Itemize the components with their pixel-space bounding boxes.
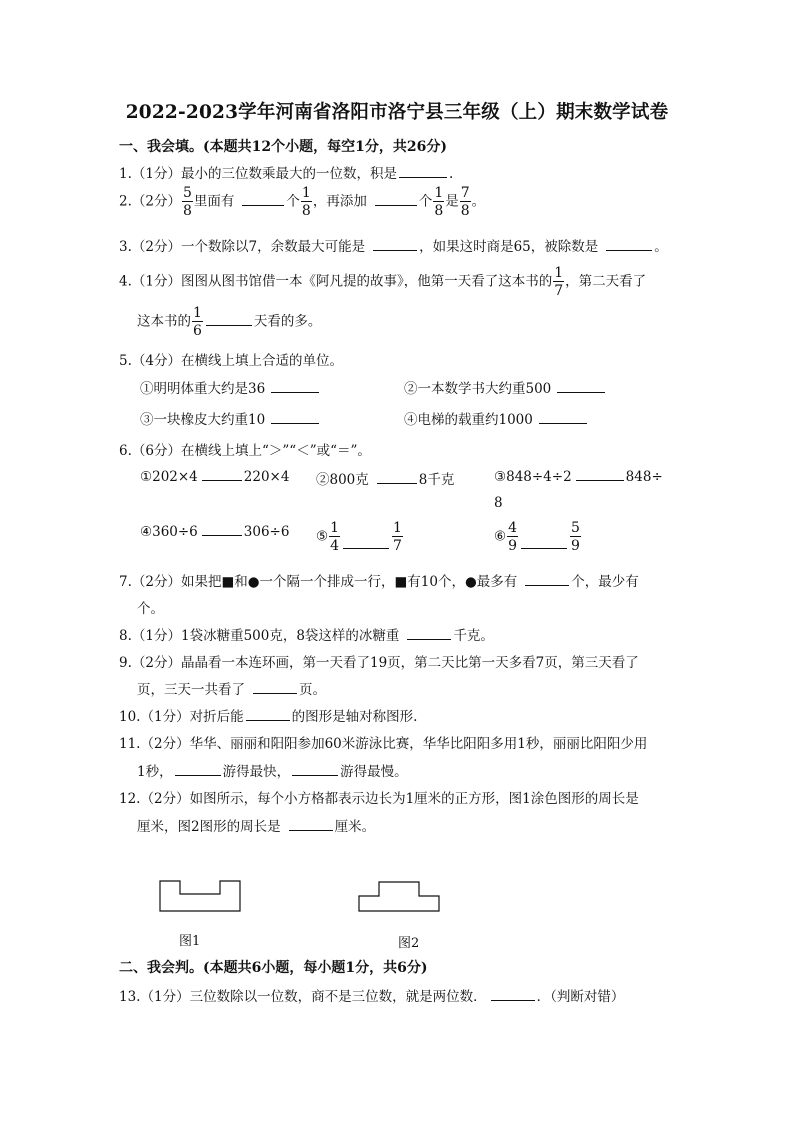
denominator: 8 xyxy=(460,203,470,219)
page-title: 2022-2023学年河南省洛阳市洛宁县三年级（上）期末数学试卷 xyxy=(125,102,669,123)
question-text: 页。 xyxy=(299,682,326,698)
question-number: 6. xyxy=(119,443,132,459)
question-text: 一个数除以7，余数最大可能是 xyxy=(180,239,366,255)
answer-blank[interactable] xyxy=(206,313,252,326)
question-score: （1分） xyxy=(131,628,181,644)
item-text: ②一本数学书大约重500 xyxy=(404,381,552,397)
fraction xyxy=(182,186,193,218)
question-text: 个 xyxy=(286,193,300,210)
numerator: 4 xyxy=(508,520,518,536)
answer-blank[interactable] xyxy=(242,193,284,206)
question-text: 华华、丽丽和阳阳参加60米游泳比赛，华华比阳阳多用1秒，丽丽比阳阳少用 xyxy=(189,736,648,752)
question-text: ，第二天看了 xyxy=(565,273,647,290)
numerator: 1 xyxy=(301,185,311,201)
fraction xyxy=(553,266,564,298)
answer-blank[interactable] xyxy=(375,193,417,206)
item-marker: ⑥ xyxy=(494,528,507,545)
punct: 。 xyxy=(471,193,486,210)
question-score: （2分） xyxy=(140,736,190,752)
numerator: 1 xyxy=(193,305,202,321)
answer-blank[interactable] xyxy=(606,238,652,251)
item-text: ②800克 xyxy=(316,472,369,488)
question-number: 11. xyxy=(119,736,141,752)
question-6-item-6 xyxy=(494,521,582,553)
question-text: 在横线上填上“＞”“＜”或“＝”。 xyxy=(180,443,371,459)
question-number: 5. xyxy=(119,353,132,369)
answer-blank[interactable] xyxy=(271,411,319,424)
question-number: 10. xyxy=(119,709,141,725)
figure-1-caption: 图1 xyxy=(179,934,201,949)
question-text: 1袋冰糖重500克，8袋这样的冰糖重 xyxy=(180,628,400,644)
numerator: 5 xyxy=(571,520,580,536)
section-2-heading: 二、我会判。(本题共6小题，每小题1分，共6分) xyxy=(119,960,428,976)
item-text: ③一块橡皮大约重10 xyxy=(140,412,266,428)
question-12-line-2 xyxy=(137,815,375,835)
question-4 xyxy=(119,266,646,298)
question-6-item-2 xyxy=(316,468,454,488)
denominator: 4 xyxy=(330,538,340,554)
question-number: 8. xyxy=(119,628,132,644)
question-text: 最小的三位数乘最大的一位数，积是 xyxy=(180,166,397,182)
question-text: ．（判断对错） xyxy=(536,989,625,1005)
figure-2-caption: 图2 xyxy=(398,936,420,951)
question-1 xyxy=(119,162,453,182)
answer-blank[interactable] xyxy=(373,238,417,251)
question-number: 1. xyxy=(119,166,132,182)
question-7-line-2: 个。 xyxy=(137,601,164,617)
answer-blank[interactable] xyxy=(175,763,221,776)
question-number: 7. xyxy=(119,574,132,590)
question-5-item-d xyxy=(404,408,589,428)
answer-blank[interactable] xyxy=(343,536,389,549)
question-12 xyxy=(119,787,639,807)
denominator: 8 xyxy=(182,203,192,219)
numerator: 1 xyxy=(554,265,564,281)
question-text: 这本书的 xyxy=(137,313,191,330)
item-text: 220×4 xyxy=(243,469,290,485)
answer-blank[interactable] xyxy=(521,536,567,549)
question-score: （6分） xyxy=(131,443,181,459)
answer-blank[interactable] xyxy=(289,818,333,831)
question-text: 1秒， xyxy=(137,764,173,780)
question-text: 如果把■和●一个隔一个排成一行，■有10个，●最多有 xyxy=(180,574,518,590)
question-score: （2分） xyxy=(131,239,181,255)
question-score: （2分） xyxy=(131,574,181,590)
fraction xyxy=(392,521,403,553)
question-text: 如图所示，每个小方格都表示边长为1厘米的正方形，图1涂色图形的周长是 xyxy=(189,791,639,807)
fraction xyxy=(570,521,581,553)
item-text: 306÷6 xyxy=(243,524,290,540)
question-text: 游得最慢。 xyxy=(340,764,408,780)
punct: 。 xyxy=(654,239,668,255)
item-text: ④360÷6 xyxy=(140,524,198,540)
denominator: 8 xyxy=(301,203,311,219)
question-8 xyxy=(119,624,494,644)
numerator: 1 xyxy=(330,520,340,536)
question-score: （2分） xyxy=(140,791,190,807)
question-7 xyxy=(119,570,639,590)
item-text: ①明明体重大约是36 xyxy=(140,381,266,397)
question-score: （1分） xyxy=(131,166,181,182)
fraction xyxy=(433,186,444,218)
question-6-item-3-cont: 8 xyxy=(494,495,503,511)
answer-blank[interactable] xyxy=(377,471,417,484)
question-text: 厘米。 xyxy=(334,819,376,835)
question-number: 4. xyxy=(119,273,132,290)
denominator: 9 xyxy=(508,538,518,554)
answer-blank[interactable] xyxy=(202,523,242,536)
question-text: 厘米，图2图形的周长是 xyxy=(137,819,281,835)
numerator: 5 xyxy=(182,185,192,201)
question-5-item-c xyxy=(140,408,321,428)
question-text: 在横线上填上合适的单位。 xyxy=(180,353,343,369)
question-score: （4分） xyxy=(131,353,181,369)
denominator: 7 xyxy=(393,538,402,554)
question-number: 3. xyxy=(119,239,132,255)
question-text: 是 xyxy=(445,193,459,210)
fraction xyxy=(301,186,312,218)
question-number: 13. xyxy=(119,989,141,1005)
answer-blank[interactable] xyxy=(491,988,535,1001)
question-score: （1分） xyxy=(140,709,190,725)
numerator: 1 xyxy=(393,520,402,536)
question-5-item-a xyxy=(140,377,321,397)
question-score: （1分） xyxy=(131,273,181,290)
question-text: 图图从图书馆借一本《阿凡提的故事》，他第一天看了这本书的 xyxy=(180,273,553,290)
question-text: 里面有 xyxy=(193,193,235,210)
item-marker: ⑤ xyxy=(316,528,329,545)
denominator: 7 xyxy=(554,283,564,299)
question-text: ，如果这时商是65，被除数是 xyxy=(419,239,599,255)
question-6 xyxy=(119,439,371,459)
question-11-line-2 xyxy=(137,760,408,780)
numerator: 7 xyxy=(460,185,470,201)
figure-2-shape xyxy=(354,876,444,916)
section-1-heading: 一、我会填。(本题共12个小题，每空1分，共26分) xyxy=(119,139,447,155)
punct: . xyxy=(448,166,454,182)
item-text: ①202×4 xyxy=(140,469,198,485)
question-2 xyxy=(119,186,485,218)
answer-blank[interactable] xyxy=(576,468,624,481)
answer-blank[interactable] xyxy=(292,763,338,776)
question-number: 2. xyxy=(119,193,132,210)
denominator: 9 xyxy=(571,538,580,554)
fraction xyxy=(192,306,203,338)
fraction xyxy=(507,521,518,553)
denominator: 6 xyxy=(193,323,202,339)
numerator: 1 xyxy=(434,185,444,201)
question-number: 9. xyxy=(119,655,132,671)
answer-blank[interactable] xyxy=(407,627,451,640)
item-text: ④电梯的载重约1000 xyxy=(404,412,533,428)
question-text: 千克。 xyxy=(453,628,494,644)
question-5-item-b xyxy=(404,377,607,397)
question-score: （1分） xyxy=(140,989,190,1005)
figure-1-shape xyxy=(155,876,245,916)
question-6-item-5 xyxy=(316,521,404,553)
question-text: 的图形是轴对称图形. xyxy=(291,709,418,725)
answer-blank[interactable] xyxy=(202,468,242,481)
question-9 xyxy=(119,651,639,671)
answer-blank[interactable] xyxy=(253,681,297,694)
fraction xyxy=(460,186,471,218)
question-text: 个 xyxy=(418,193,433,210)
question-number: 12. xyxy=(119,791,141,807)
answer-blank[interactable] xyxy=(271,380,319,393)
answer-blank[interactable] xyxy=(525,573,569,586)
item-text: 8千克 xyxy=(418,472,455,488)
question-6-item-3 xyxy=(494,468,663,485)
fraction xyxy=(329,521,340,553)
question-text: 页，三天一共看了 xyxy=(137,682,245,698)
question-text: 三位数除以一位数，商不是三位数，就是两位数． xyxy=(189,989,487,1005)
question-10 xyxy=(119,705,417,725)
question-text: ，再添加 xyxy=(312,193,367,210)
question-text: 对折后能 xyxy=(189,709,244,725)
question-text: 游得最快， xyxy=(222,764,291,780)
question-score: （2分） xyxy=(131,655,181,671)
question-6-item-1 xyxy=(140,468,289,485)
question-9-line-2 xyxy=(137,678,326,698)
answer-blank[interactable] xyxy=(539,411,587,424)
question-5 xyxy=(119,349,343,369)
question-3 xyxy=(119,235,668,255)
question-score: （2分） xyxy=(131,193,181,210)
question-11 xyxy=(119,732,647,752)
question-13 xyxy=(119,985,624,1005)
question-text: 个，最少有 xyxy=(571,574,639,590)
denominator: 8 xyxy=(434,203,444,219)
question-6-item-4 xyxy=(140,523,289,540)
question-4-line-2 xyxy=(137,306,321,338)
answer-blank[interactable] xyxy=(557,380,605,393)
answer-blank[interactable] xyxy=(246,708,290,721)
item-text: ③848÷4÷2 xyxy=(494,469,572,485)
question-text: 天看的多。 xyxy=(253,313,322,330)
item-text: 848÷ xyxy=(625,469,663,485)
answer-blank[interactable] xyxy=(399,165,447,178)
question-text: 晶晶看一本连环画，第一天看了19页，第二天比第一天多看7页，第三天看了 xyxy=(180,655,639,671)
